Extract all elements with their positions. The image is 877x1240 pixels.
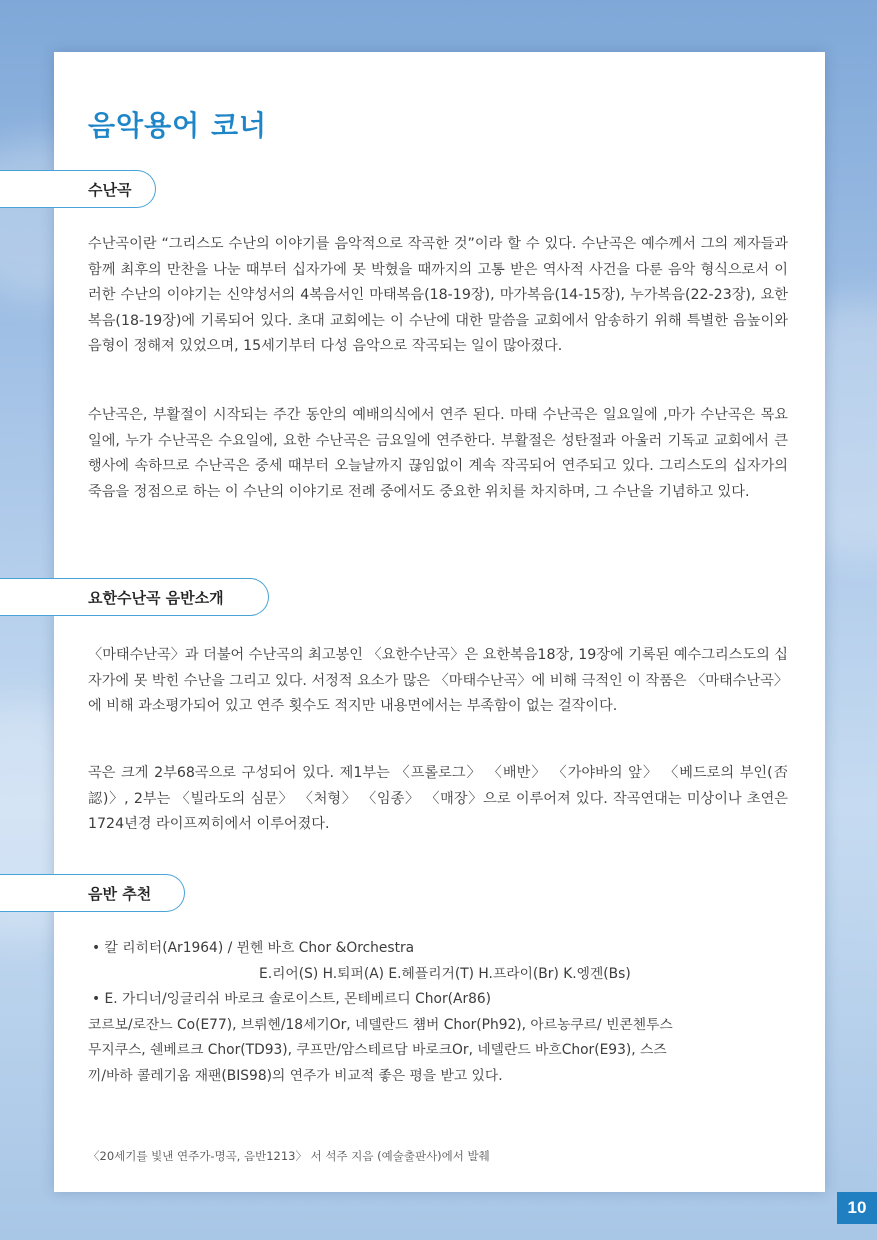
section-heading-tab xyxy=(0,170,156,208)
page-title: 음악용어 코너 xyxy=(88,109,268,142)
body-paragraph: 곡은 크게 2부68곡으로 구성되어 있다. 제1부는 〈프롤로그〉 〈배반〉 〈가야바의 앞〉 〈베드로의 부인(否認)〉, 2부는 〈빌라도의 심문〉 〈처형〉 〈임종〉 〈매장〉으로 이루어져 있다. 작곡연대는 미상이나 초연은 1724년경 라이프찌히에서 이루어졌다. xyxy=(88,765,788,832)
recommendation-performers: E.리어(S) H.퇴퍼(A) E.헤플리거(T) H.프라이(Br) K.엥겐(Bs) xyxy=(259,965,631,982)
section-heading-tab xyxy=(0,578,269,616)
source-citation: 〈20세기를 빛낸 연주가-명곡, 음반1213〉 서 석주 지음 (예술출판사)에서 발췌 xyxy=(88,1149,490,1163)
body-paragraph: 〈마태수난곡〉과 더불어 수난곡의 최고봉인 〈요한수난곡〉은 요한복음18장, 19장에 기록된 예수그리스도의 십자가에 못 박힌 수난을 그리고 있다. 서정적 요소가 많은 〈마태수난곡〉에 비해 극적인 이 작품은 〈마태수난곡〉에 비해 과소평가되어 있고 연주 횟수도 적지만 내용면에서는 부족함이 없는 걸작이다. xyxy=(88,647,789,714)
body-paragraph: 수난곡이란 “그리스도 수난의 이야기를 음악적으로 작곡한 것”이라 할 수 있다. 수난곡은 예수께서 그의 제자들과 함께 최후의 만찬을 나눈 때부터 십자가에 못 박혔을 때까지의 고통 받은 역사적 사건을 다룬 음악 형식으로서 이러한 수난의 이야기는 신약성서의 4복음서인 마태복음(18-19장), 마가복음(14-15장), 누가복음(22-23장), 요한 복음(18-19장)에 기록되어 있다. 초대 교회에는 이 수난에 대한 말씀을 교회에서 암송하기 위해 특별한 음높이와 음형이 정해져 있었으며, 15세기부터 다성 음악으로 작곡되는 일이 많아졌다. xyxy=(88,236,788,354)
section-heading: 음반 추천 xyxy=(88,885,152,903)
body-paragraph: 수난곡은, 부활절이 시작되는 주간 동안의 예배의식에서 연주 된다. 마태 수난곡은 일요일에 ,마가 수난곡은 목요일에, 누가 수난곡은 수요일에, 요한 수난곡은 금요일에 연주한다. 부활절은 성탄절과 아울러 기독교 교회에서 큰 행사에 속하므로 수난곡은 중세 때부터 오늘날까지 끊임없이 계속 작곡되어 연주되고 있다. 그리스도의 십자가의 죽음을 정점으로 하는 이 수난의 이야기로 전례 중에서도 중요한 위치를 차지하며, 그 수난을 기념하고 있다. xyxy=(88,407,789,500)
recommendation-list xyxy=(88,936,788,1089)
recommendation-text: 코르보/로잔느 Co(E77), 브뤼헨/18세기Or, 네델란드 첌버 Chor(Ph92), 아르농쿠르/ 빈콘첸투스 xyxy=(88,1016,673,1033)
content-card xyxy=(54,52,825,1192)
section-heading: 수난곡 xyxy=(88,181,132,199)
recommendation-text: 끼/바하 콜레기움 재팬(BIS98)의 연주가 비교적 좋은 평을 받고 있다. xyxy=(88,1067,503,1084)
recommendation-text: 무지쿠스, 쉔베르크 Chor(TD93), 쿠프만/암스테르담 바로크Or, 네델란드 바흐Chor(E93), 스즈 xyxy=(88,1042,667,1058)
section-heading-tab xyxy=(0,874,185,912)
recommendation-item: • 칼 리히터(Ar1964) / 뮌헨 바흐 Chor &Orchestra xyxy=(92,940,415,956)
page-number: 10 xyxy=(837,1192,877,1224)
recommendation-item: • E. 가디너/잉글리쉬 바로크 솔로이스트, 몬테베르디 Chor(Ar86) xyxy=(92,991,492,1007)
section-heading: 요한수난곡 음반소개 xyxy=(88,589,224,607)
